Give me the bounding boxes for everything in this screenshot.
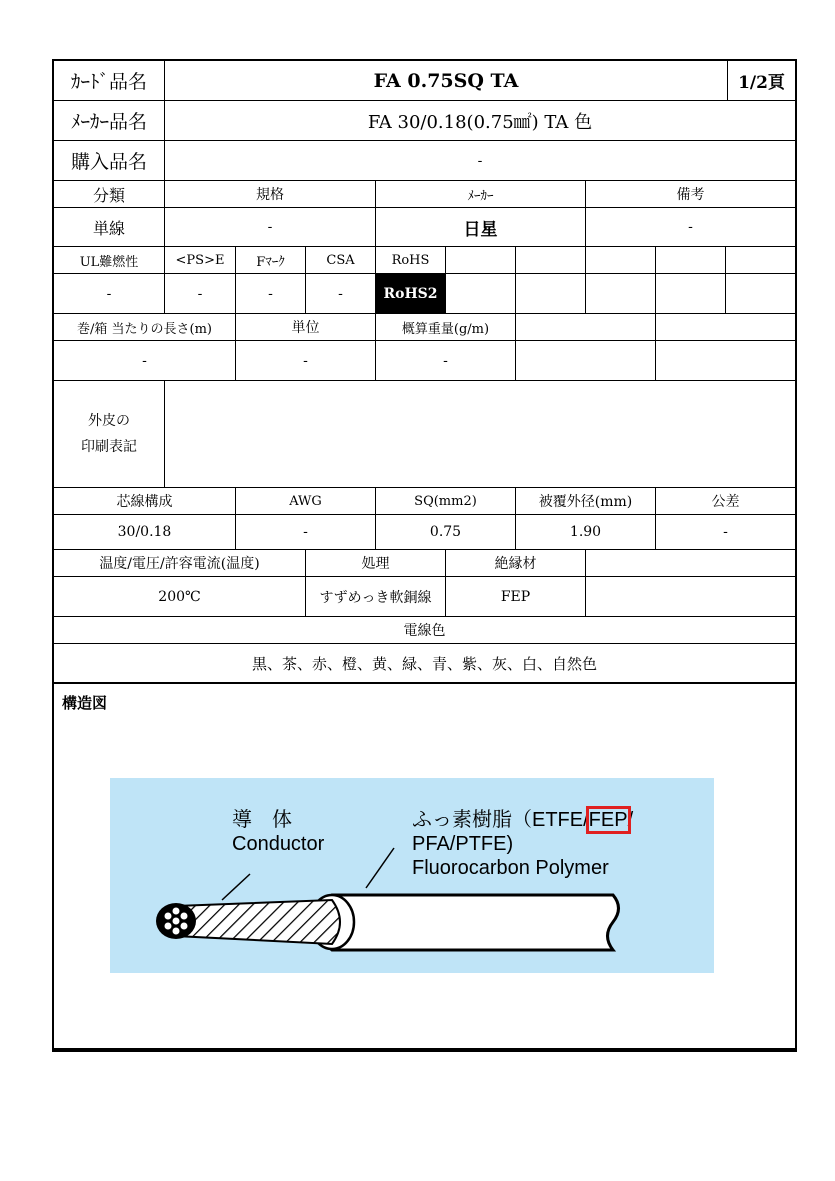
purchase-name-label: 購入品名 [54,141,165,180]
cert-value-6 [446,274,516,313]
cert-header-7 [516,247,586,273]
maker-value: 日星 [376,208,586,246]
cert-value-9 [656,274,726,313]
strand [173,918,180,925]
row-card-name [54,61,795,101]
length-header-5 [656,314,795,340]
row-cert-values [54,274,795,314]
conductor-leader-line [222,874,250,900]
row-core-values [54,515,795,550]
cable-diagram [110,778,714,973]
temperature-header: 温度/電圧/許容電流(温度) [54,550,306,576]
cable-illustration [110,778,714,973]
print-marking-value [165,381,795,487]
polymer-label-en: Fluorocarbon Polymer [412,857,609,879]
row-wire-color-value [54,644,795,684]
maker-name-value: FA 30/0.18(0.75㎟) TA 色 [367,111,593,133]
row-temp-headers [54,550,795,577]
treatment-header: 処理 [306,550,446,576]
standard-header: 規格 [165,181,376,207]
row-temp-values [54,577,795,617]
cert-header-8 [586,247,656,273]
strand [165,913,172,920]
core-structure-value: 30/0.18 [54,515,236,549]
cert-header-10 [726,247,795,273]
awg-value: - [236,515,376,549]
length-value-5 [656,341,795,380]
strand [181,913,188,920]
structure-diagram-title: 構造図 [62,694,108,712]
wire-color-header: 電線色 [403,623,446,639]
length-per-reel-header: 巻/箱 当たりの長さ(m) [54,314,236,340]
polymer-leader-line [366,848,394,888]
weight-header: 概算重量(g/m) [376,314,516,340]
tolerance-header: 公差 [711,494,740,510]
tolerance-value: - [723,524,728,540]
standard-value: - [165,208,376,246]
row-cert-headers [54,247,795,274]
cert-value-10 [726,274,795,313]
polymer-label-slash: / [627,809,634,831]
core-structure-header: 芯線構成 [54,488,236,514]
row-length-values [54,341,795,381]
f-mark-header: Fﾏｰｸ [236,247,306,273]
csa-header: CSA [306,247,376,273]
awg-header: AWG [236,488,376,514]
remarks-header: 備考 [676,187,705,203]
temp-value-4 [586,577,795,616]
classification-header: 分類 [54,181,165,207]
f-mark-value: - [236,274,306,313]
strand [165,923,172,930]
conductor [176,900,340,944]
print-marking-label [54,381,165,487]
row-purchase-name [54,141,795,181]
pse-value: - [165,274,236,313]
row-classification-headers [54,181,795,208]
sq-header: SQ(mm2) [376,488,516,514]
strand [173,928,180,935]
sq-value: 0.75 [376,515,516,549]
purchase-name-value: - [477,152,483,169]
cert-header-9 [656,247,726,273]
ul-flame-value: - [54,274,165,313]
card-name-value: FA 0.75SQ TA [165,61,728,100]
classification-value: 単線 [54,208,165,246]
outer-diameter-value: 1.90 [516,515,656,549]
strand [173,908,180,915]
cert-value-8 [586,274,656,313]
spec-sheet [52,59,797,1052]
fep-highlight: FEP [588,809,628,831]
page-number: 1/2頁 [738,73,785,93]
row-print-marking [54,381,795,488]
polymer-label-line2: PFA/PTFE) [412,833,514,855]
cert-header-6 [446,247,516,273]
cert-value-7 [516,274,586,313]
row-maker-name [54,101,795,141]
maker-header: ﾒｰｶｰ [376,181,586,207]
row-wire-color-header [54,617,795,644]
strand [181,923,188,930]
remarks-value: - [688,219,693,235]
wire-color-value: 黒、茶、赤、橙、黄、緑、青、紫、灰、白、自然色 [251,654,597,673]
print-marking-label-line2: 印刷表記 [81,439,137,455]
insulation-value: FEP [446,577,586,616]
row-core-headers [54,488,795,515]
rohs2-badge: RoHS2 [376,274,446,313]
length-header-4 [516,314,656,340]
insulation-sheath [316,895,619,950]
print-marking-label-line1: 外皮の [88,413,130,429]
length-value-4 [516,341,656,380]
polymer-label-prefix: ふっ素樹脂（ETFE/ [412,809,589,831]
unit-header: 単位 [236,314,376,340]
row-length-headers [54,314,795,341]
maker-name-label: ﾒｰｶｰ品名 [54,101,165,140]
conductor-label-en: Conductor [232,833,325,855]
card-name-label: ｶｰﾄﾞ品名 [54,61,165,100]
conductor-label-jp: 導 体 [232,809,292,831]
unit-value: - [236,341,376,380]
insulation-header: 絶縁材 [446,550,586,576]
row-classification-values [54,208,795,247]
length-per-reel-value: - [54,341,236,380]
csa-value: - [306,274,376,313]
ul-flame-header: UL難燃性 [54,247,165,273]
temperature-value: 200℃ [54,577,306,616]
pse-header: <PS>E [165,247,236,273]
outer-diameter-header: 被覆外径(mm) [516,488,656,514]
weight-value: - [376,341,516,380]
rohs-header: RoHS [376,247,446,273]
treatment-value: すずめっき軟銅線 [306,577,446,616]
temp-header-4 [586,550,795,576]
structure-diagram-section [54,684,795,1048]
